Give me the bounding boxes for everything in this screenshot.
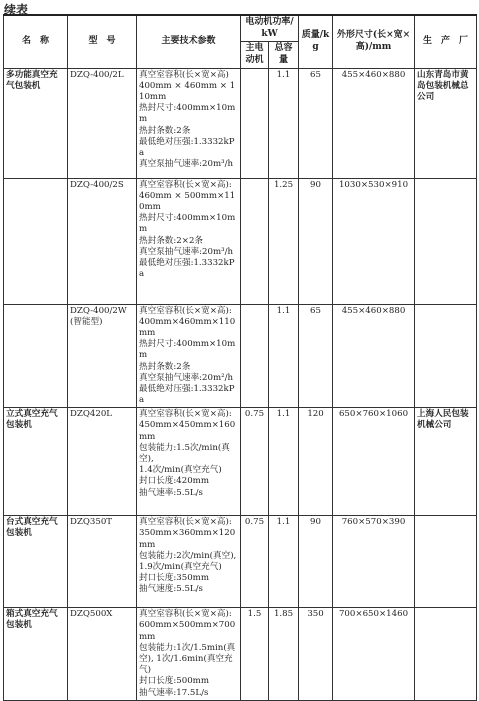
table-row <box>4 304 477 408</box>
param-line: 抽气速率:5.5L/s <box>139 487 203 498</box>
continued-label: 续表 <box>4 3 29 17</box>
maker-cell <box>415 304 477 408</box>
model-cell: DZQ-400/2W(智能型) <box>68 304 137 408</box>
param-line: 封口长度:500mm <box>139 676 209 687</box>
param-line: 400mm × 460mm × 110mm <box>139 80 236 103</box>
param-line: 真空泵抽气速率:20m²/h <box>139 372 234 383</box>
params-cell <box>137 408 241 516</box>
table-row <box>4 516 477 608</box>
power-main-cell: 0.75 <box>241 516 269 608</box>
spec-table <box>3 14 477 701</box>
mass-cell: 65 <box>299 304 333 408</box>
product-name-cell: 立式真空充气包装机 <box>4 408 68 516</box>
param-line: 350mm×360mm×120mm <box>139 528 236 550</box>
power-total-cell: 1.1 <box>269 304 299 408</box>
maker-cell: 上海人民包装机械公司 <box>415 408 477 516</box>
table-row <box>4 408 477 516</box>
header-mass: 质量/kg <box>299 15 333 68</box>
param-line: 真空泵抽气速率:20m³/h <box>139 246 234 257</box>
power-main-cell: 1.5 <box>241 608 269 700</box>
param-line: 最低绝对压强:1.3332kPa <box>139 383 235 406</box>
param-line: 400mm×460mm×110mm <box>139 316 236 339</box>
params-cell <box>137 178 241 304</box>
param-line: 抽气速度:5.5L/s <box>139 584 203 595</box>
dimensions-cell: 650×760×1060 <box>333 408 415 516</box>
power-total-cell: 1.25 <box>269 178 299 304</box>
param-line: 热封尺寸:400mm×10mm <box>139 103 236 125</box>
param-line: 热封尺寸:400mm×10mm <box>139 339 236 361</box>
params-cell <box>137 608 241 700</box>
header-power-group: 电动机功率/kW <box>241 15 299 42</box>
mass-cell: 65 <box>299 68 333 178</box>
param-line: 真空泵抽气速率:20m³/h <box>139 159 234 170</box>
param-line: 封口长度:350mm <box>139 573 209 584</box>
param-line: 最低绝对压强:1.3332kPa <box>139 257 235 280</box>
param-line: 热封条数:2×2条 <box>139 235 204 246</box>
param-line: 热封条数:2条 <box>139 125 191 136</box>
power-main-cell <box>241 68 269 178</box>
power-main-cell: 0.75 <box>241 408 269 516</box>
mass-cell: 90 <box>299 516 333 608</box>
header-dimensions: 外形尺寸(长×宽×高)/mm <box>333 15 415 68</box>
header-model: 型 号 <box>68 15 137 68</box>
mass-cell: 90 <box>299 178 333 304</box>
maker-cell: 山东青岛市黄岛包装机械总公司 <box>415 68 477 178</box>
param-line: 真空室容积(长×宽×高) <box>139 69 229 80</box>
param-line: 1.9次/min(真空充气) <box>139 561 222 572</box>
dimensions-cell: 455×460×880 <box>333 68 415 178</box>
product-name-cell <box>4 178 68 304</box>
params-cell <box>137 68 241 178</box>
model-cell: DZQ350T <box>68 516 137 608</box>
header-name: 名 称 <box>4 15 68 68</box>
mass-cell: 120 <box>299 408 333 516</box>
power-total-cell: 1.1 <box>269 408 299 516</box>
model-cell: DZQ420L <box>68 408 137 516</box>
header-params: 主要技术参数 <box>137 15 241 68</box>
dimensions-cell: 700×650×1460 <box>333 608 415 700</box>
dimensions-cell: 455×460×880 <box>333 304 415 408</box>
param-line: 包装能力:1.5次/min(真空), <box>139 442 230 464</box>
power-total-cell: 1.1 <box>269 516 299 608</box>
maker-cell <box>415 516 477 608</box>
product-name-cell <box>4 304 68 408</box>
table-row <box>4 178 477 304</box>
header-power-main: 主电动机 <box>241 42 269 68</box>
param-line: 真空室容积(长×宽×高): <box>139 409 232 420</box>
dimensions-cell: 1030×530×910 <box>333 178 415 304</box>
model-cell: DZQ-400/2S <box>68 178 137 304</box>
param-line: 真空室容积(长×宽×高): 460mm × 500mm×110mm <box>139 179 236 213</box>
header-power-total: 总容量 <box>269 42 299 68</box>
power-total-cell: 1.1 <box>269 68 299 178</box>
params-cell <box>137 304 241 408</box>
product-name-cell: 多功能真空充气包装机 <box>4 68 68 178</box>
dimensions-cell: 760×570×390 <box>333 516 415 608</box>
power-main-cell <box>241 178 269 304</box>
mass-cell: 350 <box>299 608 333 700</box>
param-line: 封口长度:420mm <box>139 476 209 487</box>
model-cell: DZQ-400/2L <box>68 68 137 178</box>
maker-cell <box>415 178 477 304</box>
table-row <box>4 68 477 178</box>
maker-cell <box>415 608 477 700</box>
param-line: 真空室容积(长×宽×高): <box>139 517 232 528</box>
product-name-cell: 箱式真空充气包装机 <box>4 608 68 700</box>
header-maker: 生 产 厂 <box>415 15 477 68</box>
param-line: 包装能力:2次/min(真空), <box>139 550 237 561</box>
params-cell <box>137 516 241 608</box>
param-line: 热封条数:2条 <box>139 361 191 372</box>
param-line: 包装能力:1次/1.5min(真空), 1次/1.6min(真空充气) <box>139 642 236 676</box>
power-main-cell <box>241 304 269 408</box>
product-name-cell: 台式真空充气包装机 <box>4 516 68 608</box>
param-line: 1.4次/min(真空充气) <box>139 465 222 476</box>
model-cell: DZQ500X <box>68 608 137 700</box>
param-line: 热封尺寸:400mm×10mm <box>139 213 236 235</box>
param-line: 最低绝对压强:1.3332kPa <box>139 136 235 158</box>
table-row <box>4 608 477 700</box>
param-line: 真空室容积(长×宽×高): <box>139 609 232 620</box>
param-line: 450mm×450mm×160mm <box>139 420 236 442</box>
power-total-cell: 1.85 <box>269 608 299 700</box>
param-line: 600mm×500mm×700mm <box>139 620 236 642</box>
param-line: 真空室容积(长×宽×高): <box>139 305 232 316</box>
param-line: 抽气速率:17.5L/s <box>139 687 209 698</box>
